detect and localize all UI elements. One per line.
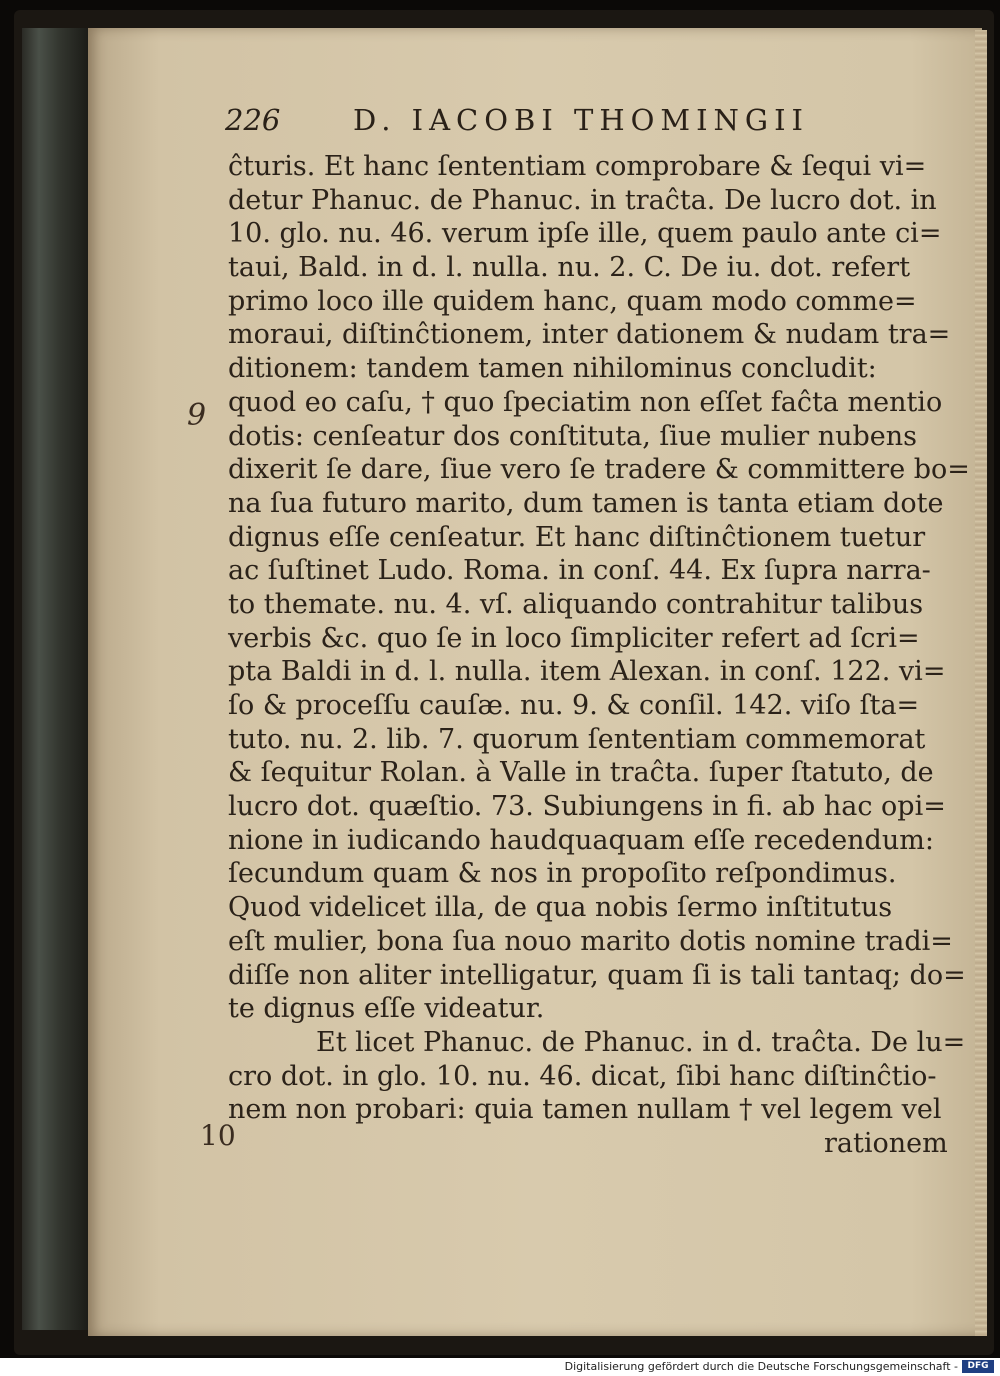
footer-bar (0, 1358, 1000, 1376)
text-line: pta Baldi in d. l. nulla. item Alexan. in conſ. 122. vi= (228, 656, 946, 688)
text-line: na ſua futuro marito, dum tamen is tanta etiam dote (228, 487, 944, 519)
running-title: D. IACOBI THOMINGII (353, 103, 810, 137)
body-text (228, 150, 970, 1161)
text-line: to themate. nu. 4. vſ. aliquando contrahitur talibus (228, 588, 924, 620)
text-line: dotis: cenſeatur dos conſtituta, ſiue mulier nubens (228, 420, 918, 452)
text-line: dixerit ſe dare, ſiue vero ſe tradere & committere bo= (228, 454, 970, 486)
footer-credit: Digitalisierung gefördert durch die Deutsche Forschungsgemeinschaft - (564, 1360, 958, 1373)
page-number: 226 (225, 103, 281, 137)
text-line: eſt mulier, bona ſua nouo marito dotis nomine tradi= (228, 925, 953, 957)
text-line: ſo & proceſſu cauſæ. nu. 9. & conſil. 142. viſo ſta= (228, 690, 920, 721)
text-line: detur Phanuc. de Phanuc. in traĉta. De lucro dot. in (228, 184, 937, 216)
text-line: ĉturis. Et hanc ſententiam comprobare & ſequi vi= (228, 151, 927, 182)
text-line: te dignus eſſe videatur. (228, 993, 545, 1025)
catchword: rationem (824, 1127, 948, 1159)
text-line: & ſequitur Rolan. à Valle in traĉta. ſuper ſtatuto, de (228, 757, 934, 789)
text-line: verbis &c. quo ſe in loco ſimpliciter refert ad ſcri= (228, 622, 920, 654)
text-line: lucro dot. quæſtio. 73. Subiungens in fi. ab hac opi= (228, 791, 946, 823)
text-line: nem non probari: quia tamen nullam † vel legem vel (228, 1094, 942, 1126)
text-line: nione in iudicando haudquaquam eſſe recedendum: (228, 824, 934, 856)
text-line: ditionem: tandem tamen nihilominus concludit: (228, 353, 877, 385)
margin-note-number: 9 (187, 398, 207, 433)
margin-note-number: 10 (200, 1119, 236, 1152)
text-line: quod eo caſu, † quo ſpeciatim non eſſet faĉta mentio (228, 386, 943, 418)
dfg-logo-icon: DFG (962, 1360, 994, 1373)
text-line: 10. glo. nu. 46. verum ipſe ille, quem paulo ante ci= (228, 218, 942, 250)
text-line: moraui, diſtinĉtionem, inter dationem & nudam tra= (228, 319, 951, 351)
book-spine (22, 28, 90, 1330)
text-line: cro dot. in glo. 10. nu. 46. dicat, ſibi hanc diſtinĉtio- (228, 1060, 937, 1092)
text-line: primo loco ille quidem hanc, quam modo comme= (228, 285, 917, 317)
text-line: Et licet Phanuc. de Phanuc. in d. traĉta. De lu= (316, 1026, 966, 1058)
text-line: diſſe non aliter intelligatur, quam ſi is tali tantaq; do= (228, 959, 966, 991)
text-line: ſecundum quam & nos in propoſito reſpondimus. (228, 858, 897, 890)
text-line: taui, Bald. in d. l. nulla. nu. 2. C. De iu. dot. refert (228, 252, 911, 284)
page-edges (975, 30, 987, 1336)
text-line: ac ſuſtinet Ludo. Roma. in conſ. 44. Ex ſupra narra- (228, 555, 931, 587)
text-line: tuto. nu. 2. lib. 7. quorum ſententiam commemorat (228, 723, 926, 755)
text-line: Quod videlicet illa, de qua nobis ſermo inſtitutus (228, 892, 893, 924)
text-line: dignus eſſe cenſeatur. Et hanc diſtinĉtionem tuetur (228, 521, 926, 553)
page-header (225, 103, 845, 143)
